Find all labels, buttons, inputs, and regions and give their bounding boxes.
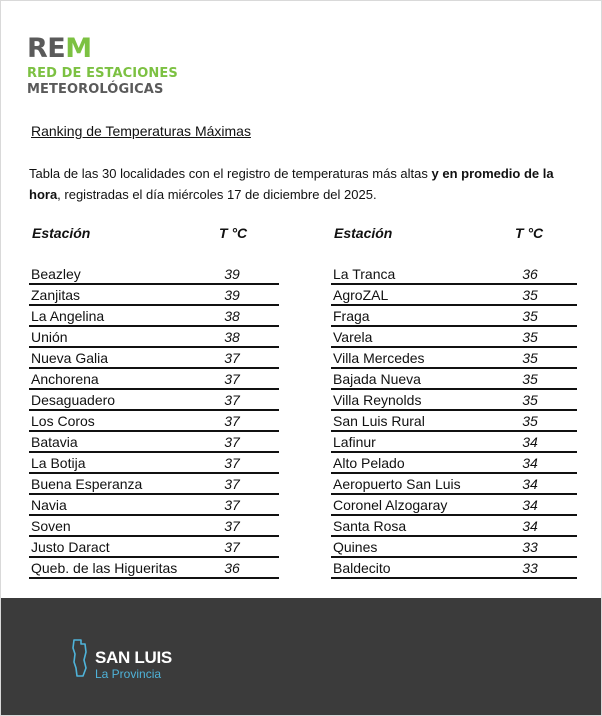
table-row xyxy=(29,411,279,432)
table-row xyxy=(29,348,279,369)
table-row xyxy=(29,327,279,348)
table-row xyxy=(29,390,279,411)
table-row xyxy=(331,348,577,369)
station-temp: 37 xyxy=(224,476,240,492)
station-name: Alto Pelado xyxy=(333,455,405,471)
table-row xyxy=(29,558,279,579)
table-row xyxy=(29,537,279,558)
table-row xyxy=(29,306,279,327)
station-name: Baldecito xyxy=(333,560,391,576)
station-name: Villa Reynolds xyxy=(333,392,422,408)
station-name: Aeropuerto San Luis xyxy=(333,476,461,492)
intro-text-bold: y en promedio de la hora xyxy=(29,166,554,202)
table-row xyxy=(331,516,577,537)
station-temp: 34 xyxy=(522,476,538,492)
table-header xyxy=(29,223,279,245)
intro-text-1: Tabla de las 30 localidades con el registro de temperaturas más altas xyxy=(29,166,432,181)
station-name: Soven xyxy=(31,518,71,534)
station-temp: 37 xyxy=(224,455,240,471)
station-temp: 37 xyxy=(224,434,240,450)
table-row xyxy=(29,474,279,495)
station-name: La Angelina xyxy=(31,308,105,324)
station-temp: 37 xyxy=(224,539,240,555)
station-name: Queb. de las Higueritas xyxy=(31,560,178,576)
table-row xyxy=(29,369,279,390)
station-name: Navia xyxy=(31,497,67,513)
report-title: Ranking de Temperaturas Máximas xyxy=(31,123,251,139)
station-temp: 35 xyxy=(522,392,538,408)
station-name: La Botija xyxy=(31,455,86,471)
station-name: Coronel Alzogaray xyxy=(333,497,448,513)
station-temp: 33 xyxy=(522,539,538,555)
station-temp: 34 xyxy=(522,518,538,534)
footer-brand-line2: La Provincia xyxy=(95,667,162,681)
station-temp: 34 xyxy=(522,455,538,471)
header-station: Estación xyxy=(334,225,393,241)
station-name: Los Coros xyxy=(31,413,95,429)
station-temp: 35 xyxy=(522,350,538,366)
table-row xyxy=(29,285,279,306)
table-rows-right xyxy=(331,264,577,579)
station-name: Justo Daract xyxy=(31,539,110,555)
table-rows-left xyxy=(29,264,279,579)
table-row xyxy=(331,495,577,516)
header-station: Estación xyxy=(32,225,91,241)
table-row xyxy=(331,390,577,411)
table-row xyxy=(331,537,577,558)
table-row xyxy=(331,453,577,474)
table-row xyxy=(331,432,577,453)
ranking-table-left xyxy=(29,223,279,579)
station-name: Santa Rosa xyxy=(333,518,407,534)
station-name: Fraga xyxy=(333,308,370,324)
station-temp: 37 xyxy=(224,413,240,429)
station-temp: 34 xyxy=(522,434,538,450)
table-row xyxy=(331,474,577,495)
station-temp: 35 xyxy=(522,308,538,324)
station-temp: 38 xyxy=(224,308,240,324)
station-temp: 35 xyxy=(522,329,538,345)
station-name: Zanjitas xyxy=(31,287,81,303)
station-name: Desaguadero xyxy=(31,392,116,408)
station-name: Anchorena xyxy=(31,371,99,387)
station-name: Bajada Nueva xyxy=(333,371,421,387)
station-temp: 36 xyxy=(224,560,240,576)
station-temp: 38 xyxy=(224,329,240,345)
station-name: Nueva Galia xyxy=(31,350,109,366)
table-row xyxy=(29,264,279,285)
station-temp: 37 xyxy=(224,518,240,534)
san-luis-map-icon xyxy=(71,638,91,678)
station-temp: 36 xyxy=(522,266,538,282)
table-row xyxy=(331,558,577,579)
table-row xyxy=(29,516,279,537)
station-temp: 35 xyxy=(522,413,538,429)
table-row xyxy=(29,432,279,453)
table-row xyxy=(331,411,577,432)
station-name: Unión xyxy=(31,329,68,345)
station-name: Quines xyxy=(333,539,378,555)
station-name: Beazley xyxy=(31,266,81,282)
station-name: La Tranca xyxy=(333,266,396,282)
station-name: Buena Esperanza xyxy=(31,476,143,492)
rem-logo-line2: METEOROLÓGICAS xyxy=(27,82,164,97)
station-temp: 35 xyxy=(522,371,538,387)
rem-logo-wordmark xyxy=(27,35,178,62)
table-row xyxy=(331,264,577,285)
station-temp: 39 xyxy=(224,266,240,282)
ranking-table-right xyxy=(331,223,577,579)
station-name: San Luis Rural xyxy=(333,413,425,429)
table-row xyxy=(331,327,577,348)
station-temp: 33 xyxy=(522,560,538,576)
table-row xyxy=(331,369,577,390)
footer-band xyxy=(1,598,601,716)
station-name: Batavia xyxy=(31,434,78,450)
rem-logo-line1: RED DE ESTACIONES xyxy=(27,66,178,81)
station-name: Varela xyxy=(333,329,373,345)
station-temp: 37 xyxy=(224,371,240,387)
station-name: Villa Mercedes xyxy=(333,350,425,366)
station-temp: 37 xyxy=(224,497,240,513)
station-temp: 39 xyxy=(224,287,240,303)
header-temp: T °C xyxy=(219,225,248,241)
station-temp: 37 xyxy=(224,392,240,408)
table-row xyxy=(331,306,577,327)
station-name: AgroZAL xyxy=(333,287,389,303)
report-intro xyxy=(29,163,579,205)
station-name: Lafinur xyxy=(333,434,376,450)
header-temp: T °C xyxy=(515,225,544,241)
rem-logo-suffix: M xyxy=(65,33,92,64)
rem-logo xyxy=(27,35,178,98)
table-header xyxy=(331,223,577,245)
rem-logo-prefix: RE xyxy=(27,33,66,64)
intro-text-2: , registradas el día miércoles 17 de diciembre del 2025. xyxy=(57,187,377,202)
station-temp: 35 xyxy=(522,287,538,303)
footer-brand-line1: SAN LUIS xyxy=(95,648,172,667)
table-row xyxy=(29,495,279,516)
station-temp: 37 xyxy=(224,350,240,366)
table-row xyxy=(331,285,577,306)
station-temp: 34 xyxy=(522,497,538,513)
table-row xyxy=(29,453,279,474)
